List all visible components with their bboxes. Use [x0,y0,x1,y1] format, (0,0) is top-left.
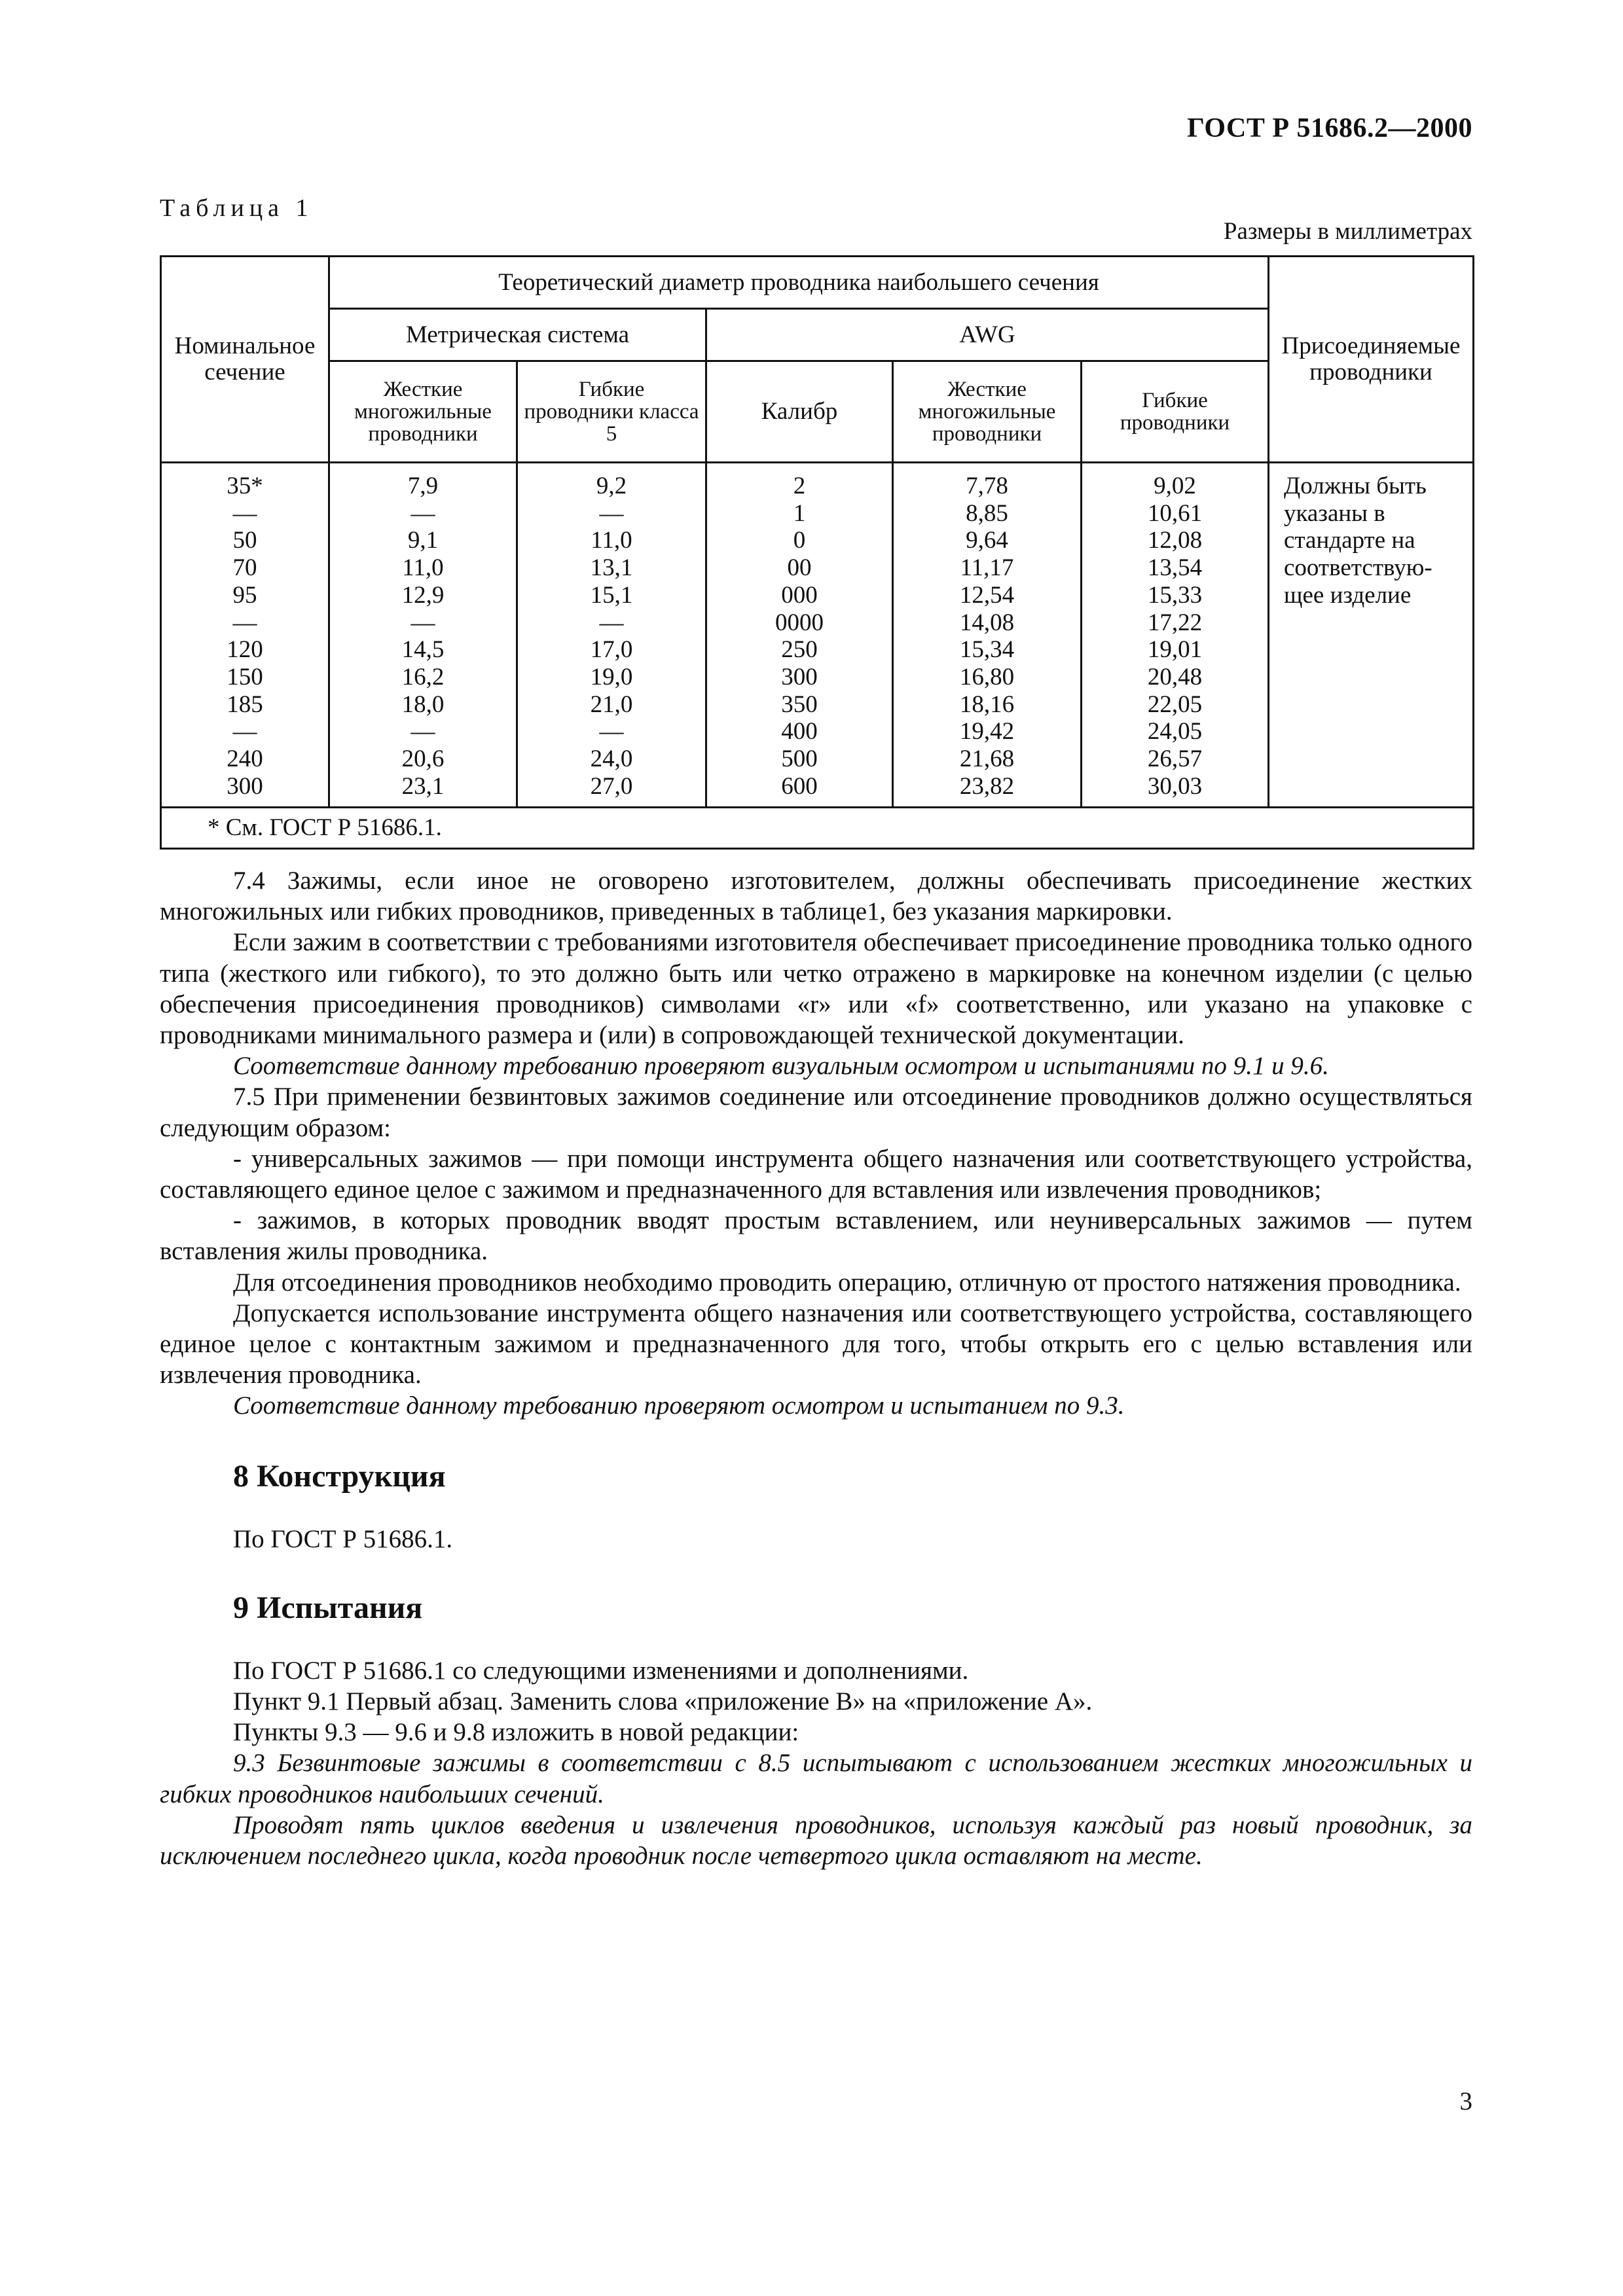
table-cell: 11,0 [402,554,444,582]
table-title: Таблица 1 [160,194,314,222]
table-cell: 7,9 [407,473,439,499]
header-awg-rigid: Жесткие многожильные проводники [893,361,1082,463]
table-cell: — [599,718,624,745]
table-cell: 15,1 [590,581,633,609]
units-note: Размеры в миллиметрах [1223,218,1472,245]
page-number: 3 [1459,2087,1472,2115]
table-cell: 11,17 [960,554,1014,582]
table-cell: 26,57 [1147,745,1203,773]
paragraph-9-3-9-6: Пункты 9.3 — 9.6 и 9.8 изложить в новой редакции: [233,1718,799,1747]
paragraph-9-intro: По ГОСТ Р 51686.1 со следующими изменениями и дополнениями. [233,1656,969,1685]
table-cell: 16,80 [959,663,1015,691]
header-awg-flexible: Гибкие проводники [1082,361,1269,463]
table-cell: 9,02 [1154,473,1196,499]
paragraph-7-4: 7.4 Зажимы, если иное не оговорено изготовителем, должны обеспечивать присоединение жестких многожильных или гибких проводников, приведенных в таблице1, без указания маркировки. [160,867,1472,926]
header-metric-rigid: Жесткие многожильные проводники [329,361,517,463]
document-code: ГОСТ Р 51686.2—2000 [1187,113,1472,143]
heading-section-8: 8 Конструкция [233,1458,446,1494]
table-cell: 14,5 [401,636,445,664]
table-cell: 7,78 [966,473,1008,499]
column-gauge [706,463,893,808]
header-metric-flexible: Гибкие проводники класса 5 [517,361,706,463]
table-cell: 500 [781,745,818,773]
table-cell: 000 [781,581,818,609]
table-cell: 20,6 [401,745,445,773]
table-cell: 24,05 [1147,718,1203,745]
table-cell: 12,08 [1147,527,1203,554]
table-cell: 120 [227,636,263,664]
table-cell: 12,54 [959,581,1015,609]
table-cell: 15,33 [1147,581,1203,609]
header-awg: AWG [706,309,1269,361]
paragraph-9-1: Пункт 9.1 Первый абзац. Заменить слова «приложение В» на «приложение А». [233,1687,1093,1716]
heading-section-9: 9 Испытания [233,1590,423,1625]
paragraph-7-5-non-universal: - зажимов, в которых проводник вводят простым вставлением, или неуниверсальных зажимов — путем вставления жилы проводника. [160,1206,1472,1266]
table-cell: щее изделие [1284,581,1412,609]
body-text [160,865,1472,1871]
table-cell: 9,64 [966,527,1008,554]
table-cell: 24,0 [590,745,633,773]
table-cell: — [232,499,257,527]
paragraph-9-3-cycles: Проводят пять циклов введения и извлечения проводников, используя каждый раз новый проводник, за исключением последнего цикла, когда проводник после четвертого цикла оставляют на месте. [160,1810,1472,1871]
table-cell: 27,0 [590,772,633,800]
table-cell: 150 [227,663,263,691]
table-cell: 16,2 [401,663,445,691]
paragraph-7-5-universal: - универсальных зажимов — при помощи инструмента общего назначения или соответствующего устройства, составляющего единое целое с зажимом и предназначенного для вставления или извлечения проводников; [160,1144,1472,1204]
table-cell: 9,1 [407,527,439,554]
table-cell: — [232,718,257,745]
paragraph-7-5-disconnection: Для отсоединения проводников необходимо проводить операцию, отличную от простого натяжения проводника. [233,1268,1461,1297]
table-cell: 250 [781,636,818,664]
header-theoretical-diameter: Теоретический диаметр проводника наибольшего сечения [329,257,1269,309]
table-cell: 23,1 [401,772,445,800]
table-cell: 350 [781,691,818,718]
table-cell: 10,61 [1147,499,1203,527]
table-cell: указаны в [1284,499,1385,527]
table-cell: 240 [227,745,263,773]
table-cell: 600 [781,772,818,800]
table-cell: 50 [232,527,257,554]
table-cell: 8,85 [966,499,1008,527]
header-gauge: Калибр [706,361,893,463]
table-cell: — [599,499,624,527]
header-nominal: Номинальное сечение [161,257,329,463]
table-cell: 19,42 [959,718,1015,745]
paragraph-9-3-new: 9.3 Безвинтовые зажимы в соответствии с 8.5 испытывают с использованием жестких многожильных и гибких проводников наибольших сечений. [160,1749,1472,1808]
dimensions-table [160,255,1472,850]
table-cell: 300 [781,663,818,691]
table-cell: стандарте на [1284,527,1415,554]
table-cell: — [232,609,257,636]
header-connected-conductors: Присоединяемые проводники [1269,257,1474,463]
table-cell: 19,0 [590,663,633,691]
column-awg-rigid [893,463,1082,808]
table-cell: — [410,718,435,745]
table-cell: 95 [232,581,257,609]
table-cell: 12,9 [401,581,445,609]
table-cell: соответствую- [1284,554,1432,582]
table-cell: 21,68 [959,745,1015,773]
column-awg-flexible [1082,463,1269,808]
table-footnote: * См. ГОСТ Р 51686.1. [161,808,1474,849]
table-cell: 00 [787,554,812,582]
paragraph-7-4-conductor-type: Если зажим в соответствии с требованиями изготовителя обеспечивает присоединение проводника только одного типа (жесткого или гибкого), то это должно быть или четко отражено в маркировке на конечном изделии (с целью обеспечения присоединения проводников) символами «r» или «f» соответственно, или указано на упаковке с проводниками минимального размера и (или) в сопровождающей технической документации. [160,928,1472,1050]
table-cell: 13,1 [590,554,633,582]
column-connected-note [1269,463,1474,808]
table-cell: 15,34 [959,636,1015,664]
table-cell: 70 [232,554,257,582]
table-cell: 13,54 [1147,554,1203,582]
table-cell: — [410,609,435,636]
column-metric-flexible [517,463,706,808]
table-cell: 0 [793,527,806,554]
table-cell: 20,48 [1147,663,1203,691]
table-cell: 19,01 [1147,636,1203,664]
paragraph-7-5-compliance: Соответствие данному требованию проверяют осмотром и испытанием по 9.3. [233,1391,1125,1420]
table-cell: 9,2 [596,473,627,499]
table-cell: 300 [227,772,263,800]
paragraph-7-5: 7.5 При применении безвинтовых зажимов соединение или отсоединение проводников должно осуществляться следующим образом: [160,1083,1472,1142]
table-cell: 18,16 [959,691,1015,718]
table-cell: — [599,609,624,636]
table-cell: 14,08 [959,609,1015,636]
table-cell: 2 [793,473,806,499]
paragraph-7-5-tool: Допускается использование инструмента общего назначения или соответствующего устройства, составляющего единое целое с контактным зажимом и предназначенного для того, чтобы открыть его с целью вставления или извлечения проводника. [160,1299,1472,1390]
header-metric: Метрическая система [329,309,706,361]
table-cell: 11,0 [591,527,632,554]
table-cell: 1 [793,499,806,527]
paragraph-7-4-compliance: Соответствие данному требованию проверяют визуальным осмотром и испытаниями по 9.1 и 9.6. [233,1052,1329,1081]
table-cell: 17,22 [1147,609,1203,636]
table-cell: 185 [227,691,263,718]
table-cell: 23,82 [959,772,1015,800]
column-metric-rigid [329,463,517,808]
table-cell: — [410,499,435,527]
table-cell: 21,0 [590,691,633,718]
table-cell: 30,03 [1147,772,1203,800]
table-cell: 22,05 [1147,691,1203,718]
table-cell: 400 [781,718,818,745]
table-cell: Должны быть [1284,473,1427,499]
table-cell: 35* [227,473,263,499]
table-cell: 0000 [775,609,824,636]
paragraph-8: По ГОСТ Р 51686.1. [233,1524,453,1553]
table-cell: 18,0 [401,691,445,718]
table-cell: 17,0 [590,636,633,664]
column-nominal [161,463,329,808]
